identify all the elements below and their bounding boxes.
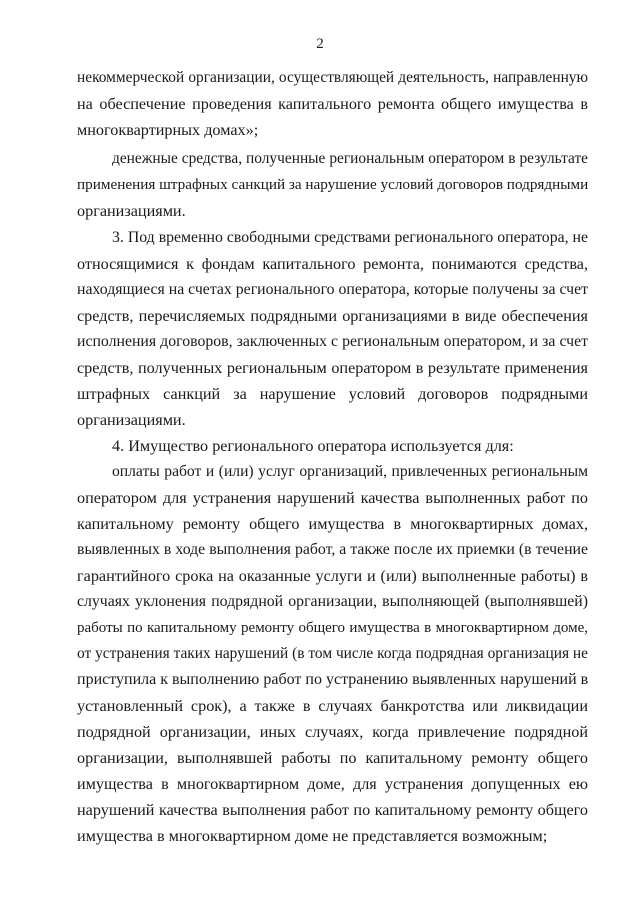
text-line: имущества в многоквартирном доме не представляется возможным;	[77, 827, 548, 845]
text-line: организациями.	[77, 411, 186, 429]
text-line: исполнения договоров, заключенных с региональным оператором, и за счет	[77, 333, 588, 350]
text-line: подрядной организации, иных случаях, когда привлечение подрядной	[77, 723, 588, 741]
text-line: на обеспечение проведения капитального ремонта общего имущества в	[77, 95, 588, 113]
text-line: случаях уклонения подрядной организации, выполняющей (выполнявшей)	[77, 593, 588, 610]
text-line: штрафных санкций за нарушение условий договоров подрядными	[77, 385, 588, 403]
text-line: гарантийного срока на оказанные услуги и (или) выполненные работы) в	[77, 567, 588, 585]
text-line: некоммерческой организации, осуществляющей деятельность, направленную	[77, 69, 588, 86]
text-line: денежные средства, полученные региональным оператором в результате	[112, 150, 588, 167]
text-line: 3. Под временно свободными средствами регионального оператора, не	[112, 229, 588, 246]
text-line: капитальному ремонту общего имущества в многоквартирных домах,	[77, 515, 588, 533]
text-line: организациями.	[77, 202, 186, 220]
text-line: 4. Имущество регионального оператора используется для:	[112, 437, 514, 455]
text-line: оператором для устранения нарушений качества выполненных работ по	[77, 489, 588, 507]
text-line: установленный срок), а также в случаях банкротства или ликвидации	[77, 697, 588, 715]
text-line: средств, перечисляемых подрядными организациями в виде обеспечения	[77, 307, 588, 325]
text-line: многоквартирных домах»;	[77, 121, 259, 139]
text-line: нарушений качества выполнения работ по капитальному ремонту общего	[77, 801, 588, 819]
text-line: имущества в многоквартирном доме, для устранения допущенных ею	[77, 775, 588, 793]
text-line: организации, выполнявшей работы по капитальному ремонту общего	[77, 749, 588, 767]
page-number: 2	[316, 36, 324, 52]
text-line: выявленных в ходе выполнения работ, а также после их приемки (в течение	[77, 541, 588, 558]
text-line: приступила к выполнению работ по устранению выявленных нарушений в	[77, 671, 588, 688]
text-line: находящиеся на счетах регионального оператора, которые получены за счет	[77, 281, 588, 298]
text-line: от устранения таких нарушений (в том числе когда подрядная организация не	[77, 645, 588, 662]
text-line: относящимися к фондам капитального ремонта, понимаются средства,	[77, 255, 588, 273]
text-line: работы по капитальному ремонту общего имущества в многоквартирном доме,	[77, 620, 588, 636]
text-line: применения штрафных санкций за нарушение условий договоров подрядными	[77, 176, 588, 193]
text-line: средств, полученных региональным оператором в результате применения	[77, 359, 588, 377]
text-line: оплаты работ и (или) услуг организаций, привлеченных региональным	[112, 463, 588, 480]
